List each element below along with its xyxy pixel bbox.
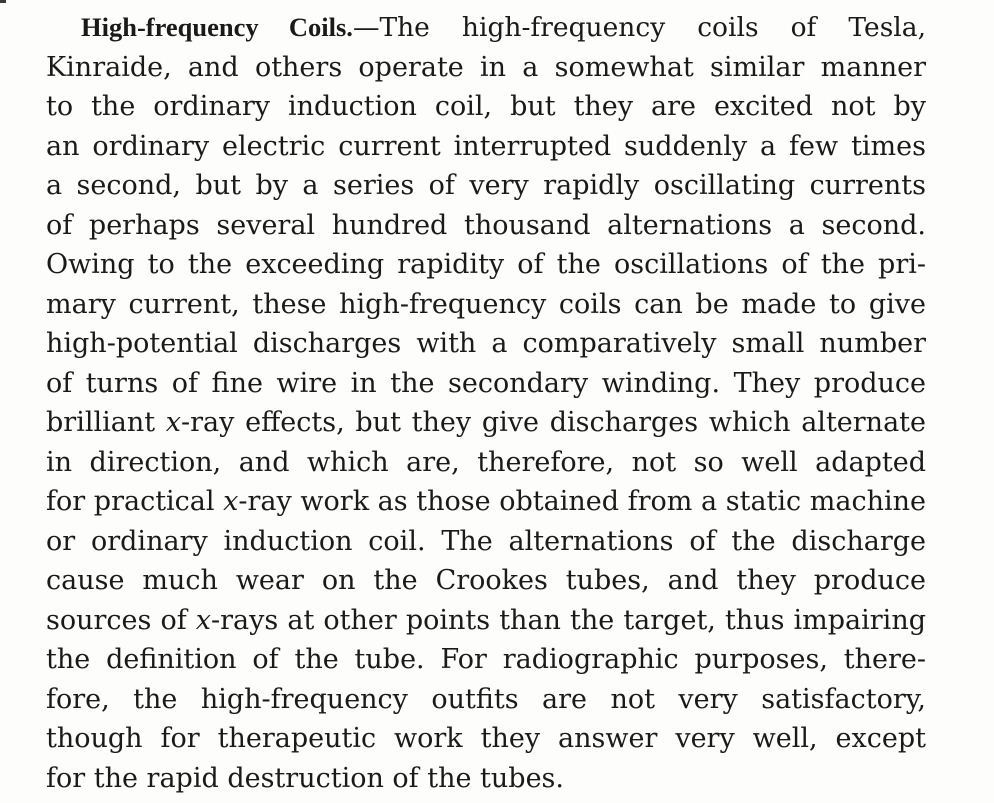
text-line-2: Kinraide, and others operate in a somewhat similar manner (46, 51, 926, 83)
page-corner-mark (0, 0, 6, 3)
text-line-7: Owing to the exceeding rapidity of the oscillations of the pri- (46, 249, 926, 280)
line-16-end: -rays at other points than the target, thus impairing (211, 604, 926, 636)
line-11-end: -ray effects, but they give discharges which alternate (181, 407, 926, 438)
line-16-start: sources of (46, 604, 196, 636)
line-13-start: for practical (46, 486, 224, 517)
text-line-11 (46, 403, 926, 443)
text-line-1 (46, 8, 926, 48)
text-line-4: an ordinary electric current interrupted suddenly a few times (46, 130, 926, 162)
text-line-17: the definition of the tube. For radiographic purposes, there- (46, 644, 926, 675)
text-line-5: a second, but by a series of very rapidly oscillating currents (46, 170, 926, 201)
line-13-end: -ray work as those obtained from a static machine (238, 486, 926, 517)
text-line-8: mary current, these high-frequency coils can be made to give (46, 288, 926, 320)
section-heading: High-frequency Coils. (81, 12, 353, 42)
line-1-text: —The high-frequency coils of Tesla, (352, 12, 926, 43)
text-line-20: for the rapid destruction of the tubes. (46, 762, 564, 794)
text-line-9: high-potential discharges with a comparatively small number (46, 328, 926, 359)
text-line-3: to the ordinary induction coil, but they are excited not by (46, 91, 926, 122)
text-line-10: of turns of fine wire in the secondary winding. They produce (46, 367, 926, 399)
line-11-start: brilliant (46, 407, 166, 438)
text-line-15: cause much wear on the Crookes tubes, and they produce (46, 565, 926, 596)
text-line-13 (46, 482, 926, 522)
text-line-19: though for therapeutic work they answer very well, except (46, 723, 926, 754)
text-line-18: fore, the high-frequency outfits are not very satisfactory, (46, 683, 926, 715)
italic-x: x (195, 604, 212, 636)
text-line-6: of perhaps several hundred thousand alternations a second. (46, 209, 926, 241)
text-paragraph (46, 8, 926, 798)
text-line-16 (46, 601, 926, 641)
text-line-12: in direction, and which are, therefore, not so well adapted (46, 446, 926, 478)
italic-x: x (165, 407, 182, 438)
text-line-14: or ordinary induction coil. The alternations of the discharge (46, 525, 926, 557)
italic-x: x (223, 486, 239, 517)
